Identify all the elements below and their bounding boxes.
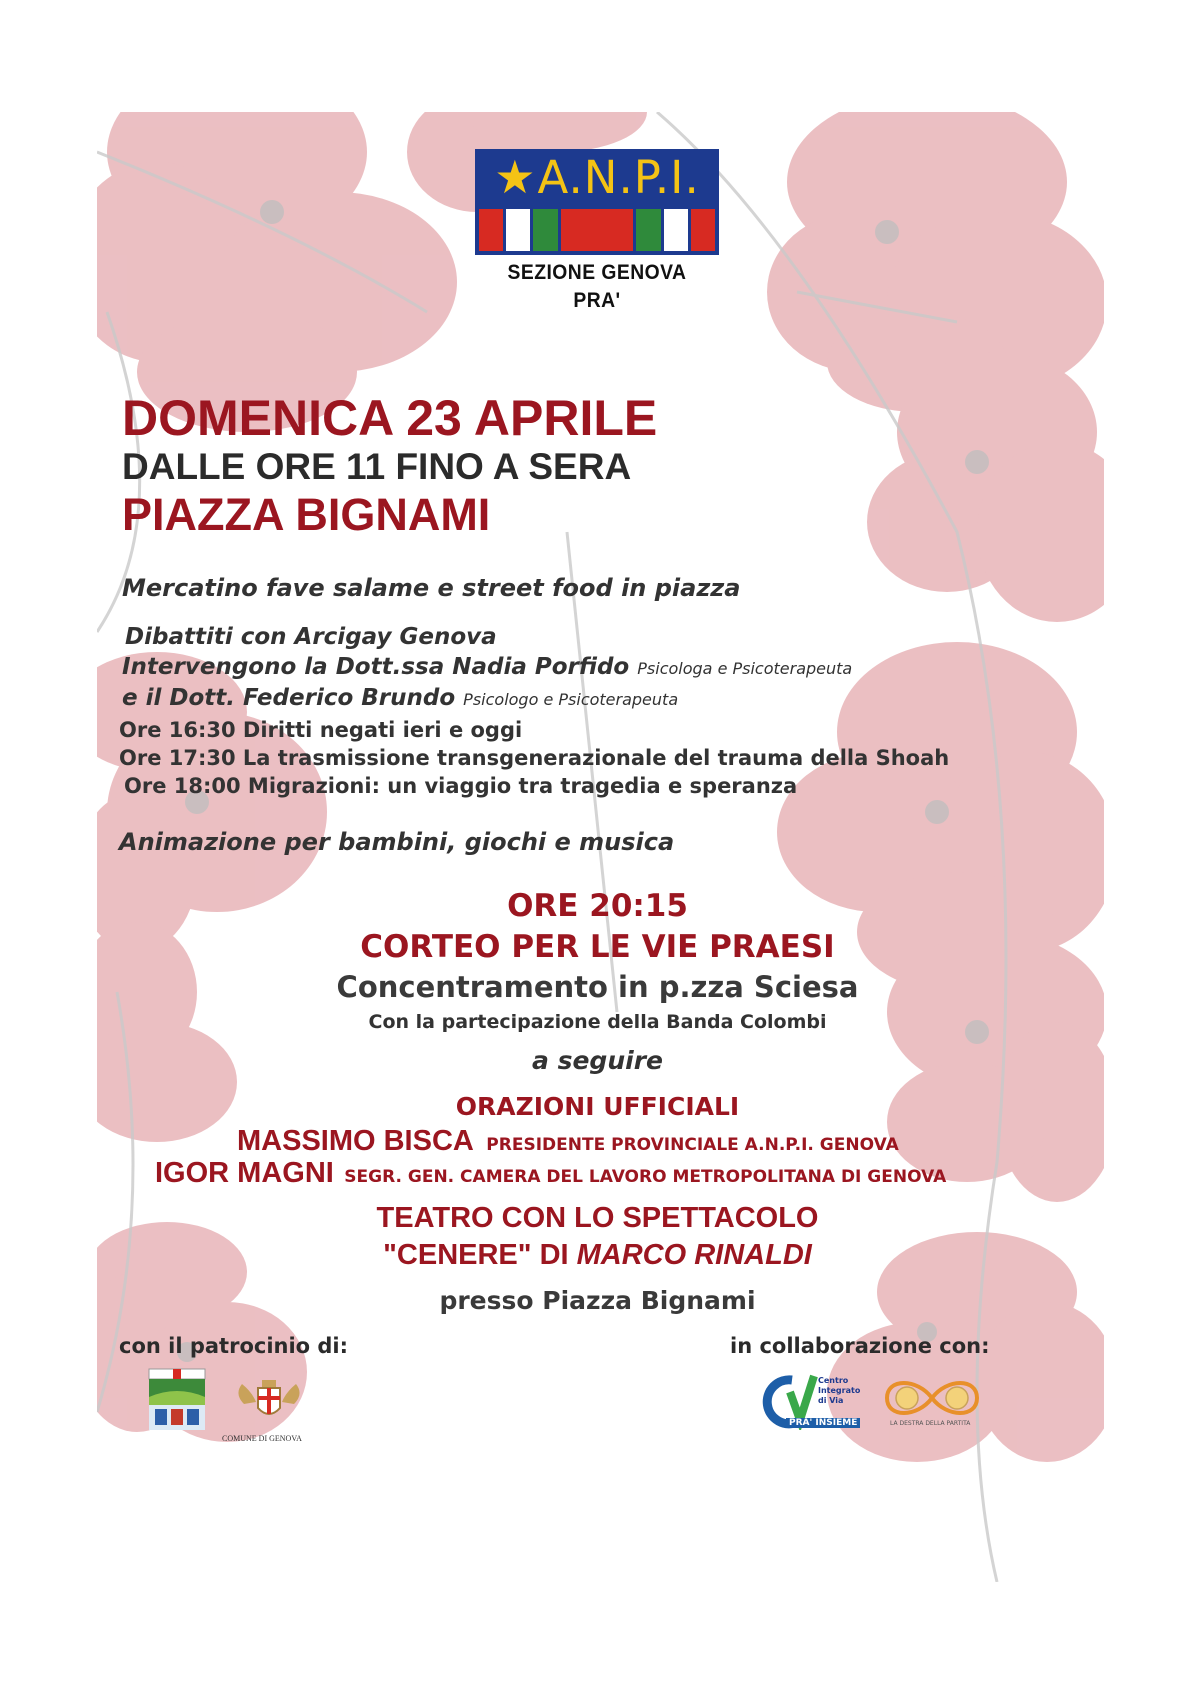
comune-genova-crest-icon — [234, 1374, 304, 1432]
schedule-item: Ore 17:30 La trasmissione transgenerazionale del trauma della Shoah — [119, 746, 950, 770]
event-place: PIAZZA BIGNAMI — [122, 489, 491, 540]
municipio-crest-icon — [147, 1367, 207, 1432]
march-title: CORTEO PER LE VIE PRAESI — [360, 929, 835, 965]
debate-title: Dibattiti con Arcigay Genova — [125, 624, 497, 650]
orator-2-name: IGOR MAGNI — [155, 1157, 334, 1189]
poster — [97, 112, 1104, 1582]
speaker-1-name: Intervengono la Dott.ssa Nadia Porfido — [122, 654, 630, 680]
collaboration-label: in collaborazione con: — [730, 1334, 990, 1358]
then-label: a seguire — [532, 1046, 663, 1075]
speaker-2 — [122, 685, 678, 711]
kids-activities: Animazione per bambini, giochi e musica — [119, 828, 675, 856]
show-name: "CENERE" DI — [383, 1239, 577, 1271]
evening-time: ORE 20:15 — [507, 888, 688, 924]
band-info: Con la partecipazione della Banda Colombi — [368, 1011, 827, 1033]
speaker-1 — [122, 654, 852, 680]
patronage-label: con il patrocinio di: — [119, 1334, 349, 1358]
event-date: DOMENICA 23 APRILE — [122, 390, 658, 446]
civ-text-line: Centro — [818, 1376, 849, 1385]
logo-banner — [475, 149, 719, 205]
schedule-item: Ore 18:00 Migrazioni: un viaggio tra tragedia e speranza — [124, 774, 798, 798]
logo-subtitle: SEZIONE GENOVA PRA' — [485, 259, 709, 287]
market-line: Mercatino fave salame e street food in piazza — [122, 574, 741, 602]
event-time: DALLE ORE 11 FINO A SERA — [122, 446, 632, 487]
speaker-1-role: Psicologa e Psicoterapeuta — [637, 659, 853, 678]
orator-1-name: MASSIMO BISCA — [237, 1125, 474, 1157]
gathering-point: Concentramento in p.zza Sciesa — [336, 970, 859, 1004]
anpi-logo — [475, 149, 719, 312]
civ-pra-insieme-logo — [762, 1370, 862, 1430]
poppy-flower-icon — [97, 112, 457, 432]
orator-1 — [237, 1125, 899, 1158]
orator-2 — [155, 1157, 946, 1190]
civ-text-line: di Via — [818, 1396, 844, 1405]
orator-2-role: SEGR. GEN. CAMERA DEL LAVORO METROPOLITANA DI GENOVA — [344, 1167, 947, 1187]
venue: presso Piazza Bignami — [439, 1286, 756, 1315]
orator-1-role: PRESIDENTE PROVINCIALE A.N.P.I. GENOVA — [486, 1135, 899, 1155]
theatre-show — [97, 1239, 1101, 1272]
show-author: MARCO RINALDI — [576, 1239, 812, 1271]
partner-logo — [882, 1378, 992, 1433]
logo-text: A.N.P.I. — [537, 150, 700, 204]
speeches-title: ORAZIONI UFFICIALI — [455, 1092, 740, 1121]
infinity-logo-icon — [882, 1378, 982, 1418]
civ-text-line: Integrato — [818, 1386, 861, 1395]
comune-label: COMUNE DI GENOVA — [222, 1434, 302, 1443]
schedule-item: Ore 16:30 Diritti negati ieri e oggi — [119, 718, 523, 742]
civ-brand: PRA' INSIEME — [786, 1418, 860, 1428]
logo-flag-stripes — [475, 205, 719, 255]
civ-text — [818, 1376, 860, 1406]
speaker-2-name: e il Dott. Federico Brundo — [122, 685, 456, 711]
theatre-title: TEATRO CON LO SPETTACOLO — [376, 1202, 819, 1234]
speaker-2-role: Psicologo e Psicoterapeuta — [463, 690, 679, 709]
partner-label: LA DESTRA DELLA PARTITA — [890, 1420, 971, 1427]
star-icon: ★ — [494, 150, 536, 204]
